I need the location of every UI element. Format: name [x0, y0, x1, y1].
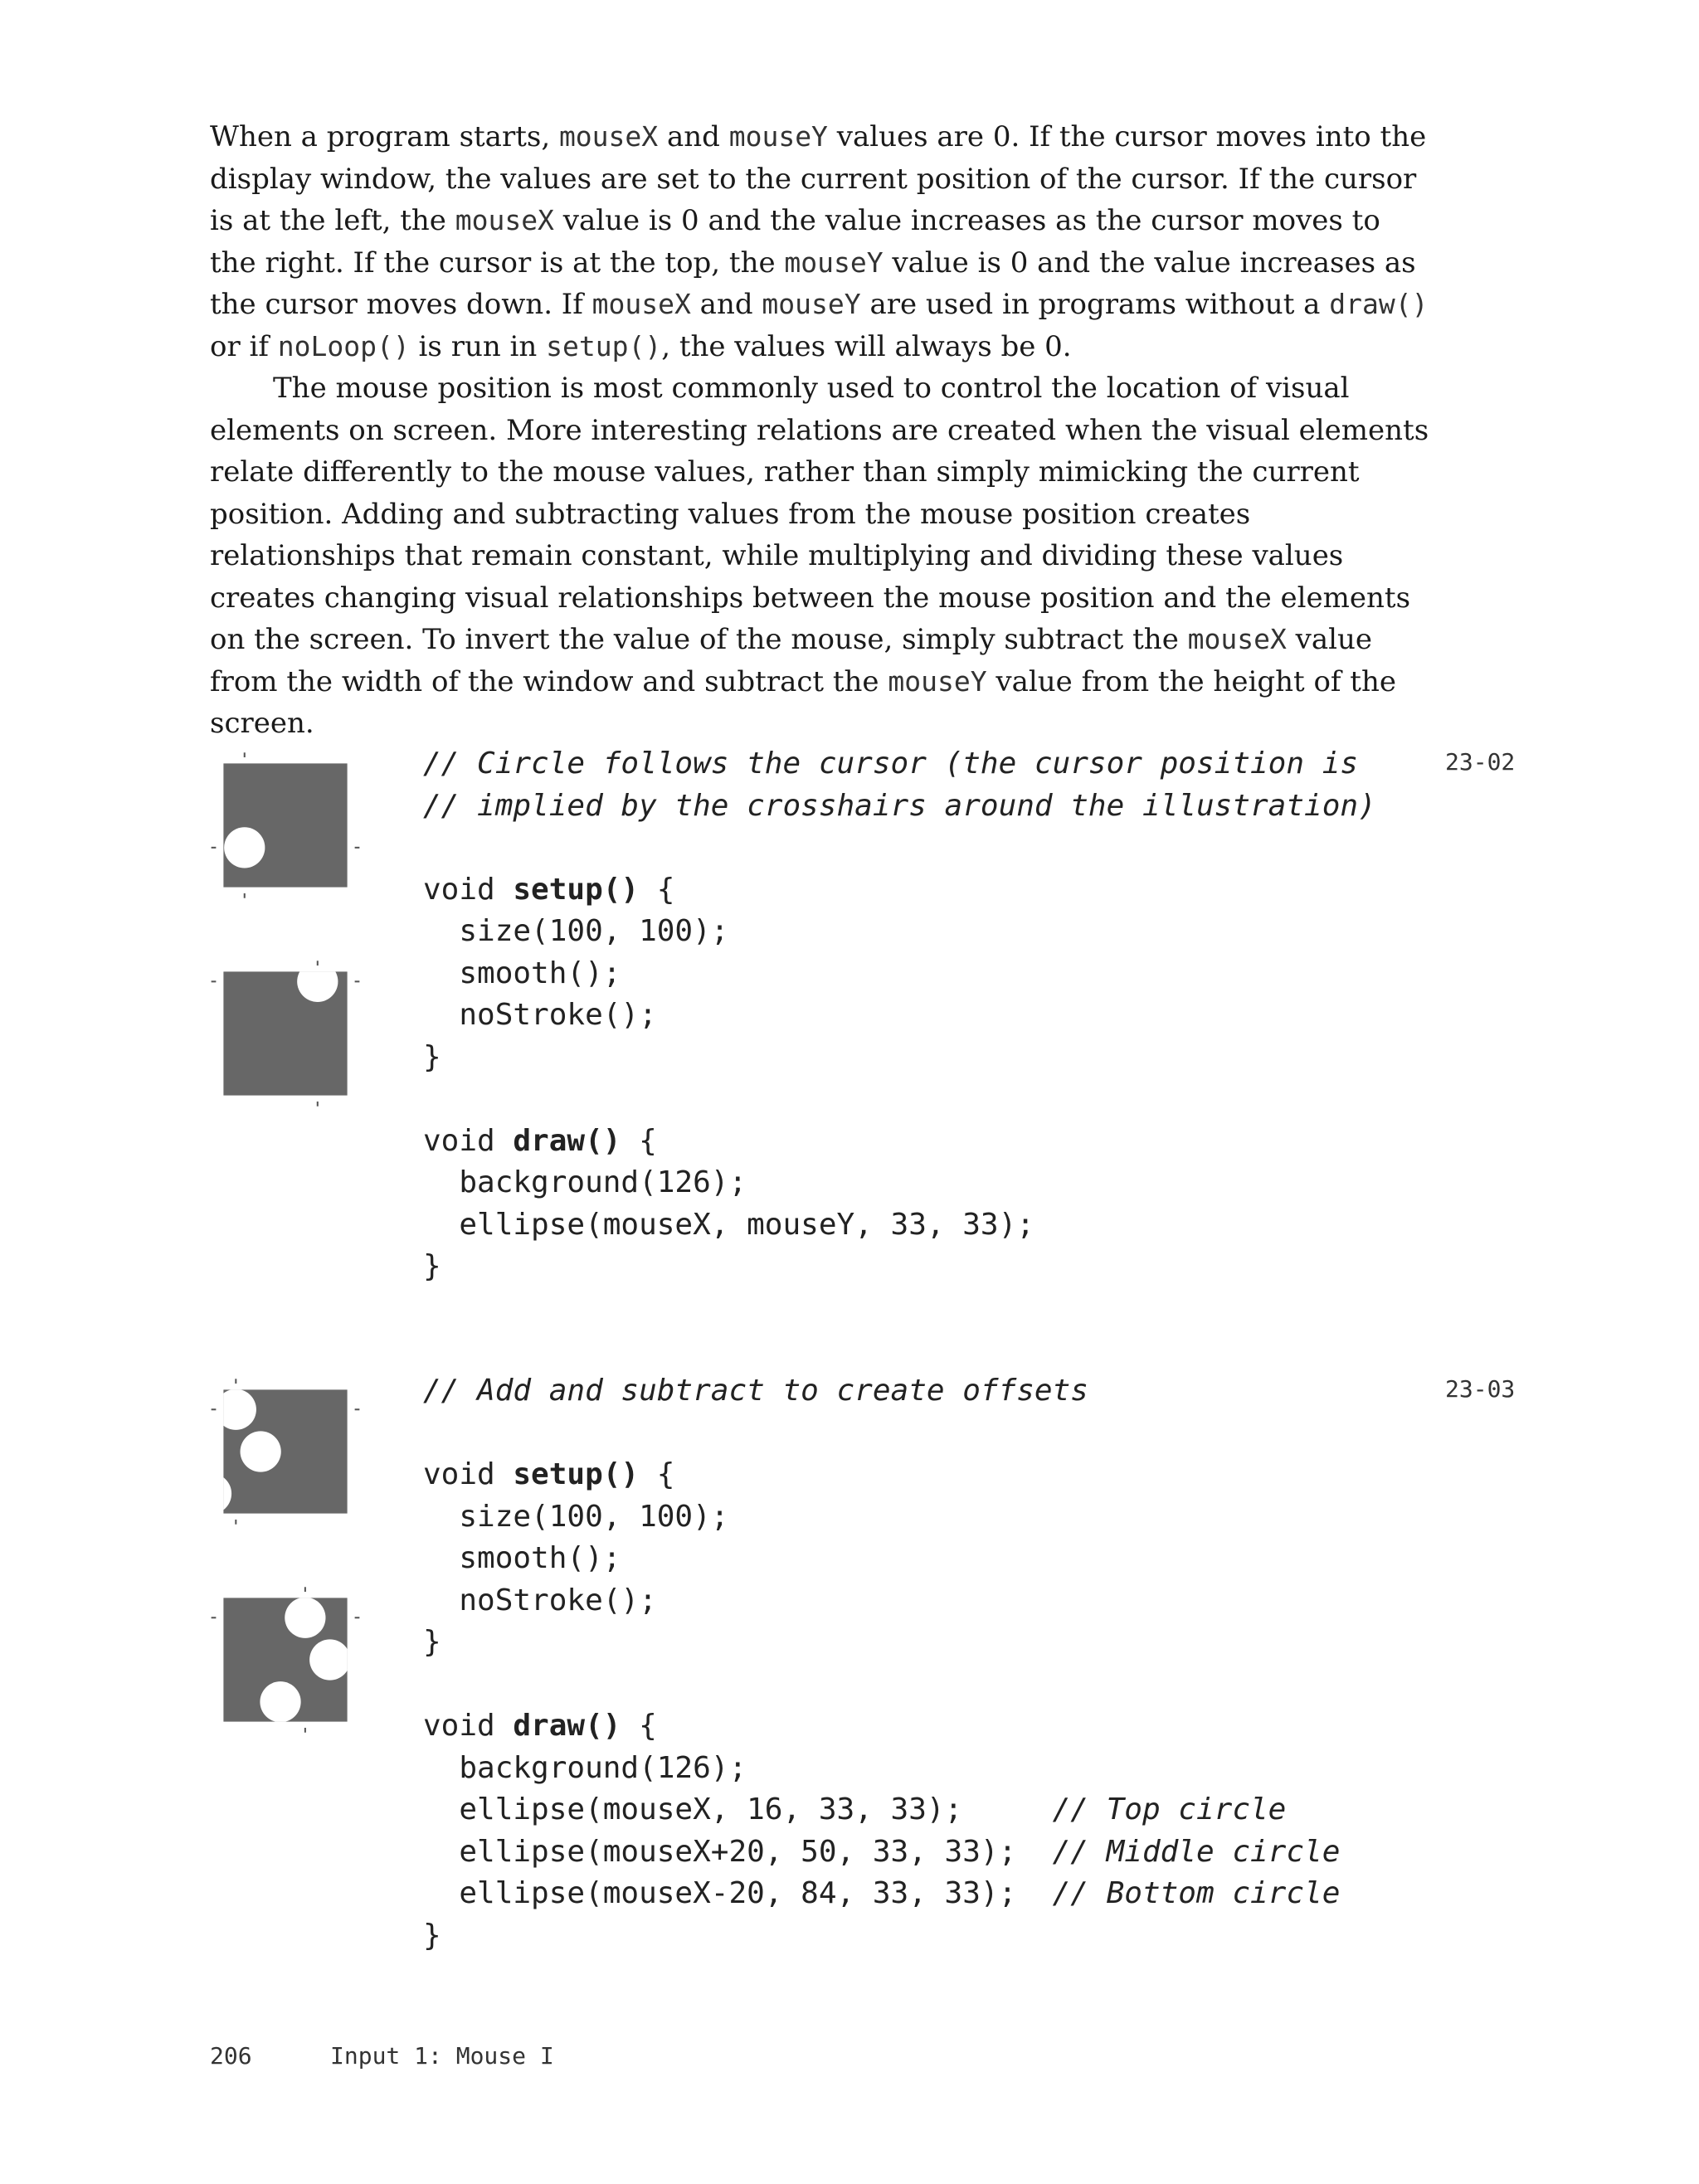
inline-code: setup(): [546, 329, 662, 362]
text-run: are used in programs without a: [860, 288, 1330, 321]
circle: [297, 961, 338, 1002]
circle: [309, 1639, 350, 1680]
example-23-02-figure-1: [210, 750, 361, 901]
code-line: [423, 953, 1376, 995]
code-text: smooth();: [423, 956, 621, 990]
body-text: [210, 116, 1429, 745]
code-line: [423, 1162, 1376, 1204]
code-text: ellipse(mouseX, 16, 33, 33);: [423, 1792, 1053, 1826]
code-text: ellipse(mouseX+20, 50, 33, 33);: [423, 1834, 1053, 1869]
example-23-02-figure-2: [210, 958, 361, 1109]
code-comment: // Middle circle: [1052, 1834, 1341, 1869]
text-run: or if: [210, 329, 278, 363]
page-number: 206: [210, 2042, 252, 2070]
text-run: value is 0 and the value increases as the cursor moves to the right. If the cursor is at the top, the: [210, 204, 1380, 280]
code-line: [423, 995, 1376, 1037]
code-line: [423, 743, 1376, 786]
running-footer-section: Input 1: Mouse I: [330, 2042, 554, 2070]
example-23-03-number: 23-03: [1445, 1375, 1516, 1403]
circle: [260, 1681, 300, 1722]
code-text: void: [423, 872, 514, 907]
code-comment: // Circle follows the cursor (the cursor position is: [423, 747, 1359, 781]
code-text: }: [423, 1625, 441, 1659]
example-23-02-code: [423, 743, 1376, 1288]
code-line: [423, 1246, 1376, 1288]
inline-code: draw(): [1329, 288, 1429, 320]
code-line: [423, 1873, 1340, 1915]
circle: [285, 1598, 325, 1638]
code-line: [423, 1915, 1340, 1958]
circle: [224, 827, 265, 868]
example-23-03-figure-1: [210, 1376, 361, 1527]
inline-code: mouseX: [455, 204, 554, 236]
text-run: and: [658, 120, 729, 153]
code-line: [423, 1705, 1340, 1748]
code-function-name: setup(): [513, 872, 640, 907]
code-text: background(126);: [423, 1165, 747, 1199]
code-text: {: [639, 1457, 675, 1491]
code-text: }: [423, 1249, 441, 1283]
code-text: size(100, 100);: [423, 914, 729, 948]
code-text: ellipse(mouseX-20, 84, 33, 33);: [423, 1876, 1053, 1910]
circle: [191, 1473, 231, 1514]
code-line: [423, 1121, 1376, 1163]
inline-code: mouseY: [762, 288, 861, 320]
inline-code: noLoop(): [277, 329, 410, 362]
shapes: [224, 827, 265, 868]
code-line: [423, 1078, 1376, 1121]
code-text: void: [423, 1457, 514, 1491]
code-text: {: [639, 872, 675, 907]
code-comment: // implied by the crosshairs around the illustration): [423, 788, 1376, 823]
example-23-03-figure-2: [210, 1584, 361, 1735]
code-line: [423, 1454, 1340, 1496]
text-run: The mouse position is most commonly used to control the location of visual elements on screen. More interesting relations are created when the visual elements relate differently to the mouse values, rather than simply mimicking the current position. Adding and subtracting values from the mouse position creates relationships that remain constant, while multiplying and dividing these values creates changing visual relationships between the mouse position and the elements on the screen. To invert the value of the mouse, simply subtract the: [210, 372, 1429, 656]
code-line: [423, 1538, 1340, 1580]
code-function-name: setup(): [513, 1457, 640, 1491]
paragraph-2: [210, 367, 1429, 745]
code-comment: // Add and subtract to create offsets: [423, 1374, 1088, 1408]
circle: [216, 1389, 256, 1430]
code-line: [423, 911, 1376, 953]
text-run: value is 0 and the value increases as the cursor moves down. If: [210, 246, 1416, 321]
text-run: value from the width of the window and subtract the: [210, 623, 1373, 698]
code-line: [423, 1580, 1340, 1622]
code-text: noStroke();: [423, 1583, 657, 1617]
code-text: void: [423, 1123, 514, 1158]
inline-code: mouseY: [784, 246, 884, 279]
inline-code: mouseY: [888, 664, 987, 698]
code-function-name: draw(): [513, 1123, 621, 1158]
code-line: [423, 1789, 1340, 1831]
code-text: }: [423, 1918, 441, 1953]
shapes: [297, 961, 338, 1002]
code-text: size(100, 100);: [423, 1499, 729, 1534]
code-comment: // Bottom circle: [1052, 1876, 1341, 1910]
code-line: [423, 1370, 1340, 1413]
text-run: When a program starts,: [210, 120, 559, 153]
code-line: [423, 786, 1376, 828]
code-line: [423, 1413, 1340, 1455]
code-line: [423, 1831, 1340, 1874]
text-run: is run in: [409, 329, 547, 363]
code-text: smooth();: [423, 1541, 621, 1575]
code-text: noStroke();: [423, 998, 657, 1032]
code-line: [423, 1496, 1340, 1539]
code-comment: // Top circle: [1052, 1792, 1287, 1826]
code-text: }: [423, 1039, 441, 1074]
text-run: values are 0. If the cursor moves into the display window, the values are set to the current position of the cursor. If the cursor is at the left, the: [210, 120, 1427, 237]
code-text: {: [621, 1123, 657, 1158]
code-line: [423, 869, 1376, 912]
circle: [241, 1431, 281, 1471]
code-function-name: draw(): [513, 1709, 621, 1743]
text-run: and: [690, 288, 762, 321]
code-line: [423, 1622, 1340, 1664]
paragraph-1: [210, 116, 1429, 367]
text-run: value from the height of the screen.: [210, 664, 1396, 740]
text-run: , the values will always be 0.: [661, 329, 1072, 363]
inline-code: mouseX: [1187, 623, 1287, 655]
code-text: void: [423, 1709, 514, 1743]
code-line: [423, 827, 1376, 869]
code-line: [423, 1037, 1376, 1079]
example-23-02-number: 23-02: [1445, 748, 1516, 776]
code-line: [423, 1664, 1340, 1706]
code-line: [423, 1204, 1376, 1247]
example-23-03-code: [423, 1370, 1340, 1957]
code-line: [423, 1748, 1340, 1790]
code-text: background(126);: [423, 1750, 747, 1785]
code-text: ellipse(mouseX, mouseY, 33, 33);: [423, 1207, 1034, 1242]
inline-code: mouseX: [558, 120, 659, 153]
inline-code: mouseY: [728, 120, 828, 153]
inline-code: mouseX: [591, 288, 691, 320]
display-window: [223, 763, 347, 887]
code-text: {: [621, 1709, 657, 1743]
